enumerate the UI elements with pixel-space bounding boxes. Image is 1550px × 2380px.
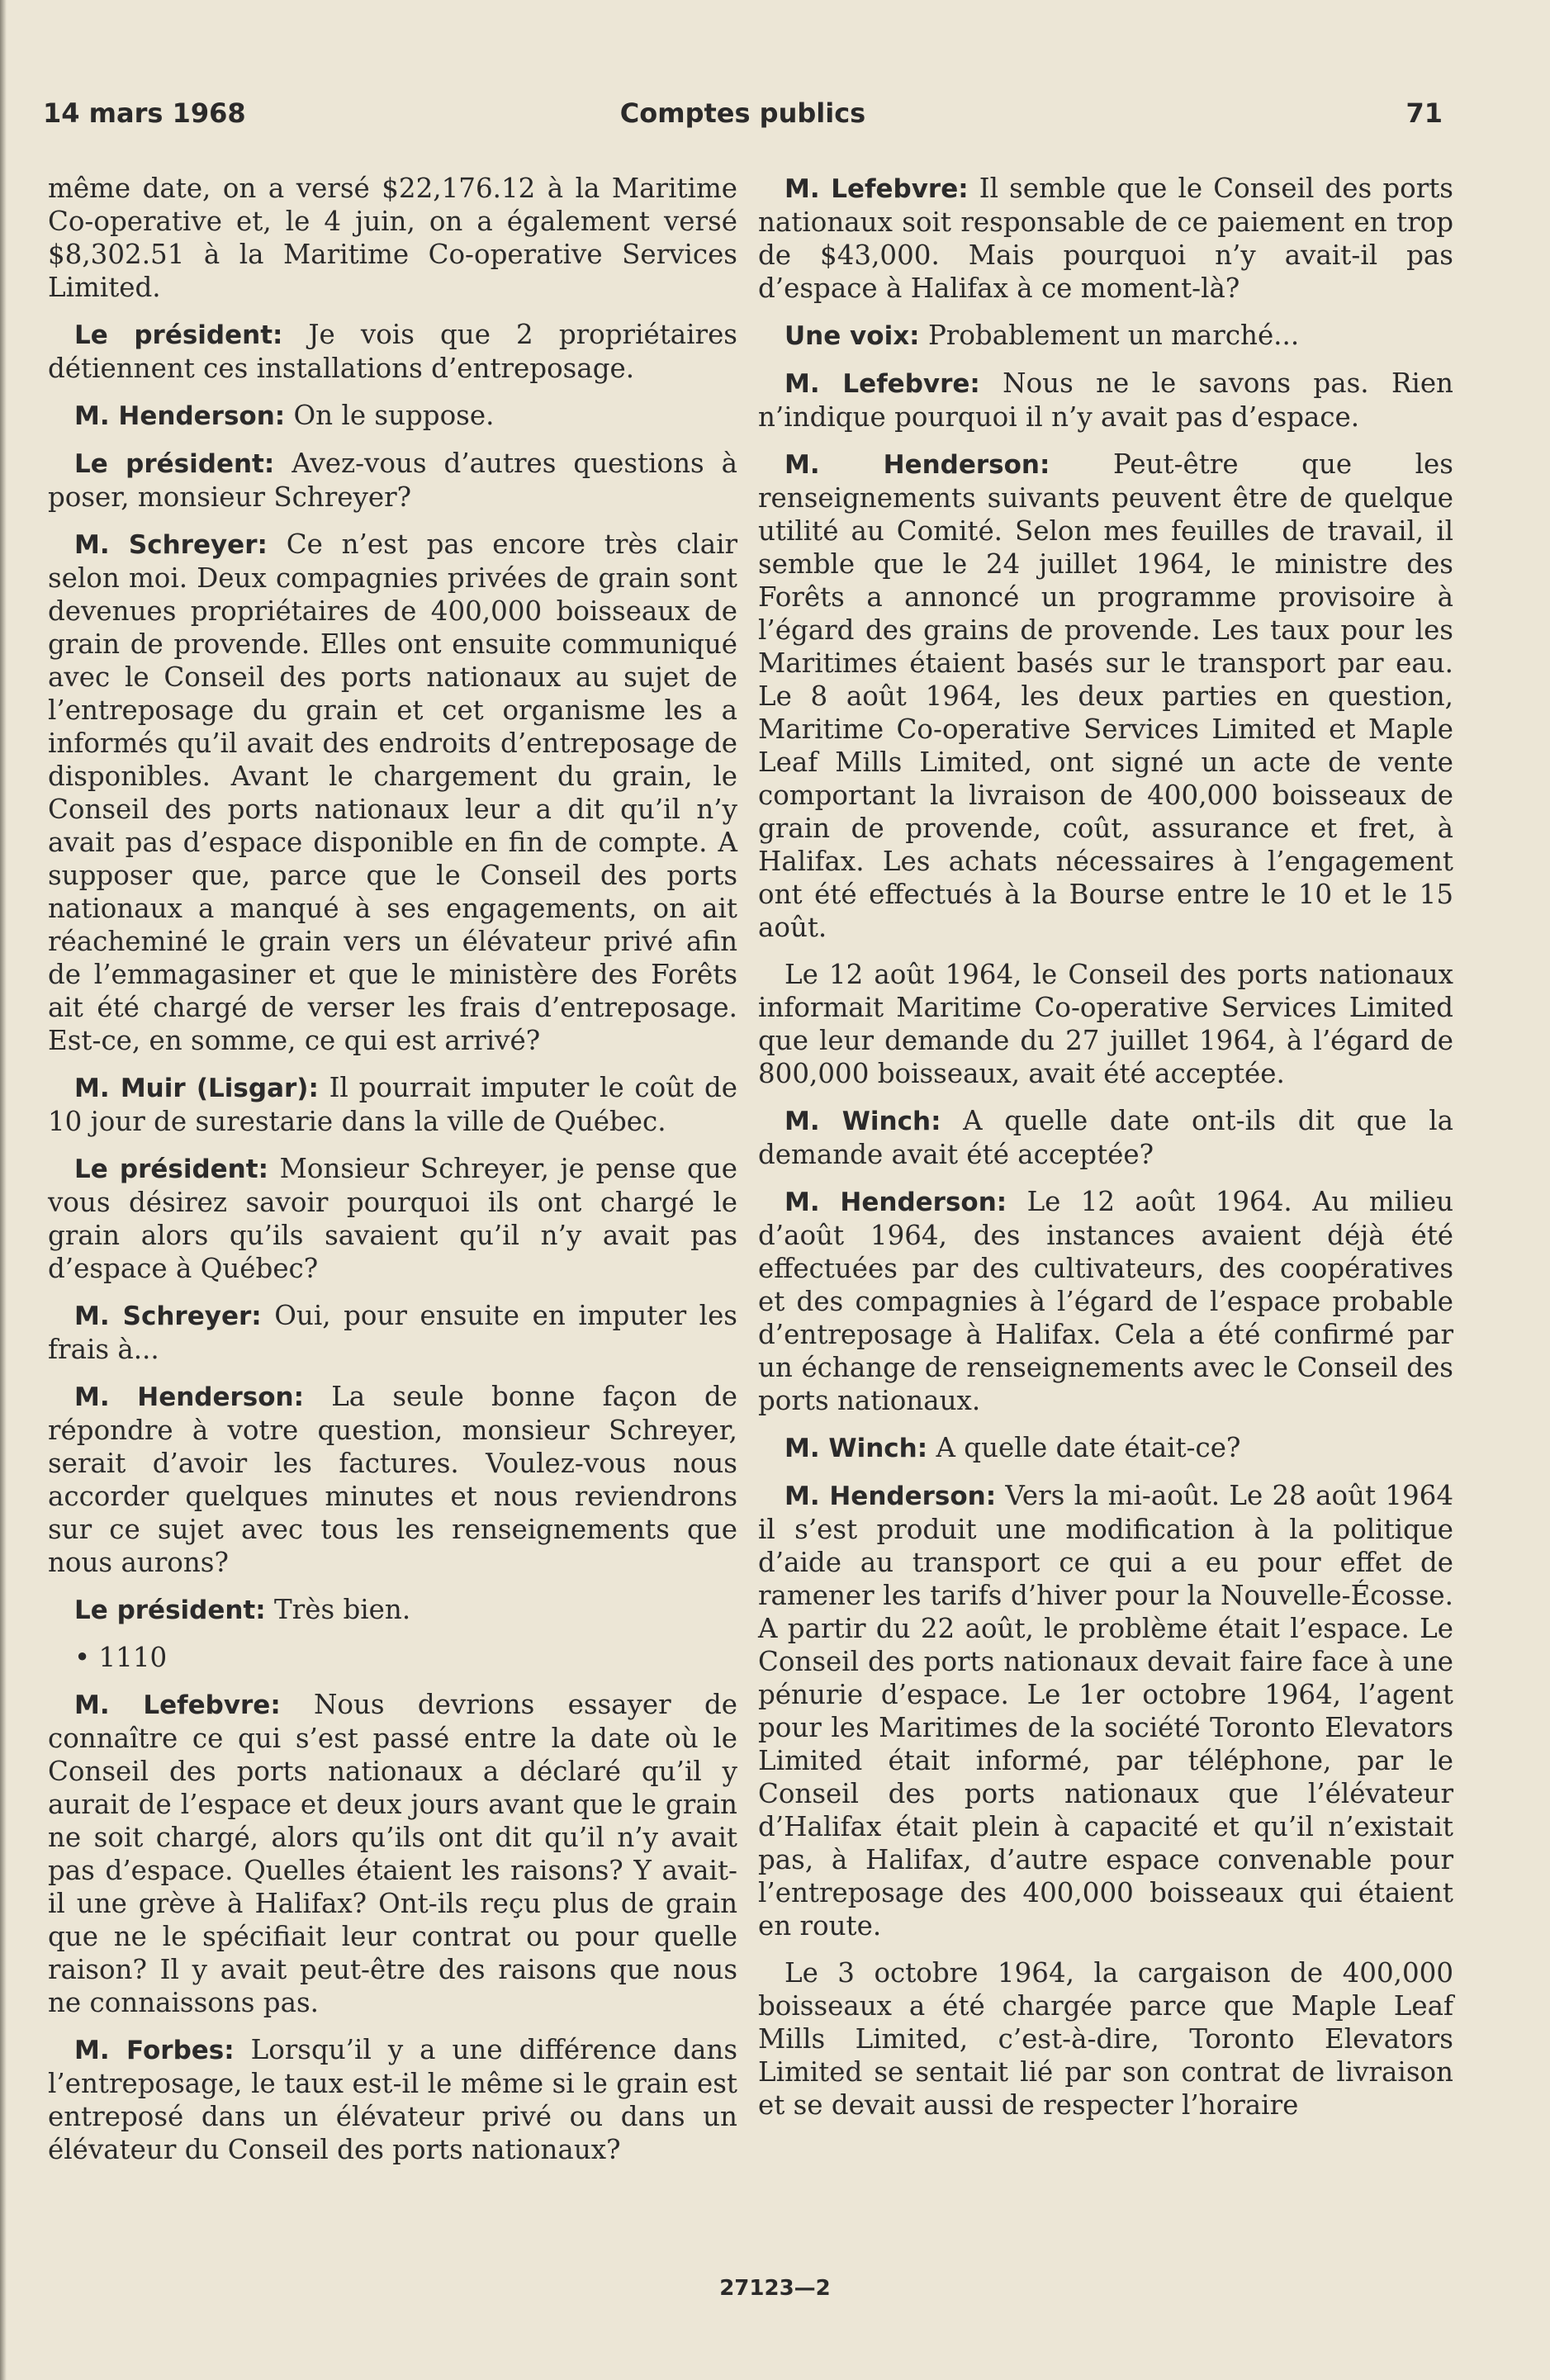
paragraph-text: Lorsqu’il y a une différence dans l’entreposage, le taux est-il le même si le grain est entreposé dans un élévateur privé ou dans un élévateur du Conseil des ports nationaux? <box>48 2034 737 2165</box>
speaker-name: M. Muir (Lisgar): <box>74 1074 319 1103</box>
speaker-name: M. Lefebvre: <box>74 1690 281 1720</box>
paragraph-text: Nous ne le savons pas. Rien n’indique pourquoi il n’y avait pas d’espace. <box>758 367 1453 433</box>
speaker-name: M. Henderson: <box>784 1482 997 1511</box>
header-date: 14 mars 1968 <box>43 97 246 129</box>
paragraph-text: Le 3 octobre 1964, la cargaison de 400,000 boisseaux a été chargée parce que Maple Leaf Mills Limited, c’est-à-dire, Toronto Elevators Limited se sentait lié par son contrat de livraison et se devait aussi de respecter l’horaire <box>758 1957 1453 2121</box>
paragraph-text: même date, on a versé $22,176.12 à la Maritime Co-operative et, le 4 juin, on a également versé $8,302.51 à la Maritime Co-operative Services Limited. <box>48 173 737 303</box>
speaker-name: M. Winch: <box>784 1434 928 1463</box>
speaker-name: M. Winch: <box>784 1107 941 1136</box>
paragraph-text: Peut-être que les renseignements suivants peuvent être de quelque utilité au Comité. Selon mes feuilles de travail, il semble que le 24 juillet 1964, le ministre des Forêts a annoncé un programme provisoire à l’égard des grains de provende. Les taux pour les Maritimes étaient basés sur le transport par eau. Le 8 août 1964, les deux parties en question, Maritime Co-operative Services Limited et Maple Leaf Mills Limited, ont signé un acte de vente comportant la livraison de 400,000 boisseaux de grain de provende, coût, assurance et fret, à Halifax. Les achats nécessaires à l’engagement ont été effectués à la Bourse entre le 10 et le 15 août. <box>758 448 1453 943</box>
paragraph-text: La seule bonne façon de répondre à votre question, monsieur Schreyer, serait d’avoir les factures. Voulez-vous nous accorder quelques minutes et nous reviendrons sur ce sujet avec tous les renseignements que nous aurons? <box>48 1381 737 1578</box>
transcript-paragraph <box>758 172 1453 305</box>
transcript-paragraph <box>758 1479 1453 1942</box>
transcript-paragraph <box>48 1152 737 1285</box>
paragraph-text: Monsieur Schreyer, je pense que vous désirez savoir pourquoi ils ont chargé le grain alors qu’ils savaient qu’il n’y avait pas d’espace à Québec? <box>48 1153 738 1284</box>
header-title: Comptes publics <box>619 97 866 129</box>
speaker-name: M. Lefebvre: <box>784 369 980 399</box>
speaker-name: Le président: <box>74 1595 266 1625</box>
transcript-paragraph <box>758 367 1453 434</box>
transcript-paragraph <box>758 1104 1453 1171</box>
speaker-name: Le président: <box>74 449 275 479</box>
page-footer-code: 27123—2 <box>719 2276 831 2301</box>
transcript-paragraph <box>48 528 737 1057</box>
speaker-name: M. Schreyer: <box>74 1301 262 1331</box>
transcript-paragraph <box>758 448 1453 944</box>
paragraph-text: A quelle date était-ce? <box>936 1432 1241 1463</box>
transcript-paragraph <box>48 1380 737 1579</box>
transcript-paragraph <box>48 447 737 514</box>
paragraph-text: Très bien. <box>274 1594 411 1625</box>
speaker-name: M. Henderson: <box>784 1188 1007 1217</box>
paragraph-text: Il pourrait imputer le coût de 10 jour de surestarie dans la ville de Québec. <box>48 1072 737 1137</box>
left-column <box>48 172 737 2180</box>
speaker-name: M. Henderson: <box>74 401 286 431</box>
paragraph-text: Nous devrions essayer de connaître ce qui s’est passé entre la date où le Conseil des ports nationaux a déclaré qu’il y aurait de l’espace et deux jours avant que le grain ne soit chargé, alors qu’ils ont dit qu’il n’y avait pas d’espace. Quelles étaient les raisons? Y avait-il une grève à Halifax? Ont-ils reçu plus de grain que ne le spécifiait leur contrat ou pour quelle raison? Il y avait peut-être des raisons que nous ne connaissons pas. <box>48 1689 737 2018</box>
transcript-paragraph <box>758 1431 1453 1465</box>
time-marker: • 1110 <box>74 1642 168 1673</box>
speaker-name: Une voix: <box>784 321 920 351</box>
speaker-name: Le président: <box>74 1154 268 1184</box>
transcript-paragraph <box>48 1071 737 1138</box>
paragraph-text: Il semble que le Conseil des ports nationaux soit responsable de ce paiement en trop de $43,000. Mais pourquoi n’y avait-il pas d’espace à Halifax à ce moment-là? <box>758 173 1453 304</box>
paragraph-text: Oui, pour ensuite en imputer les frais à... <box>48 1300 737 1365</box>
paragraph-text: Probablement un marché... <box>927 320 1300 351</box>
right-column <box>758 172 1453 2136</box>
transcript-paragraph <box>48 2033 737 2166</box>
transcript-paragraph <box>48 1688 737 2019</box>
speaker-name: M. Schreyer: <box>74 530 268 560</box>
paragraph-text: Le 12 août 1964. Au milieu d’août 1964, des instances avaient déjà été effectuées par des cultivateurs, des coopératives et des compagnies à l’égard de l’espace probable d’entreposage à Halifax. Cela a été confirmé par un échange de renseignements avec le Conseil des ports nationaux. <box>758 1186 1453 1416</box>
paragraph-text: A quelle date ont-ils dit que la demande avait été acceptée? <box>758 1105 1453 1170</box>
transcript-paragraph <box>48 172 737 304</box>
speaker-name: M. Henderson: <box>784 450 1050 480</box>
transcript-paragraph <box>758 958 1453 1090</box>
speaker-name: M. Henderson: <box>74 1382 305 1412</box>
transcript-paragraph <box>758 319 1453 353</box>
transcript-paragraph <box>48 1593 737 1627</box>
transcript-paragraph <box>758 1185 1453 1417</box>
page-number: 71 <box>1405 97 1443 129</box>
page-edge-shadow <box>0 0 7 2380</box>
transcript-paragraph <box>48 1299 737 1366</box>
paragraph-text: Ce n’est pas encore très clair selon moi. Deux compagnies privées de grain sont devenues propriétaires de 400,000 boisseaux de grain de provende. Elles ont ensuite communiqué avec le Conseil des ports nationaux au sujet de l’entreposage du grain et cet organisme les a informés qu’il avait des endroits d’entreposage de disponibles. Avant le chargement du grain, le Conseil des ports nationaux leur a dit qu’il n’y avait pas d’espace disponible en fin de compte. A supposer que, parce que le Conseil des ports nationaux a manqué à ses engagements, on ait réacheminé le grain vers un élévateur privé afin de l’emmagasiner et que le ministère des Forêts ait été chargé de verser les frais d’entreposage. Est-ce, en somme, ce qui est arrivé? <box>48 529 737 1056</box>
paragraph-text: Le 12 août 1964, le Conseil des ports nationaux informait Maritime Co-operative Services Limited que leur demande du 27 juillet 1964, à l’égard de 800,000 boisseaux, avait été acceptée. <box>758 959 1453 1089</box>
transcript-paragraph <box>758 1956 1453 2122</box>
speaker-name: Le président: <box>74 320 283 350</box>
paragraph-text: Vers la mi-août. Le 28 août 1964 il s’est produit une modification à la politique d’aide au transport ce qui a eu pour effet de ramener les tarifs d’hiver pour la Nouvelle-Écosse. A partir du 22 août, le problème était l’espace. Le Conseil des ports nationaux devait faire face à une pénurie d’espace. Le 1er octobre 1964, l’agent pour les Maritimes de la société Toronto Elevators Limited était informé, par téléphone, par le Conseil des ports nationaux que l’élévateur d’Halifax était plein à capacité et qu’il n’existait pas, à Halifax, d’autre espace convenable pour l’entreposage des 400,000 boisseaux qui étaient en route. <box>758 1480 1453 1941</box>
speaker-name: M. Forbes: <box>74 2036 235 2065</box>
transcript-paragraph <box>48 318 737 385</box>
paragraph-text: Avez-vous d’autres questions à poser, monsieur Schreyer? <box>48 448 737 513</box>
speaker-name: M. Lefebvre: <box>784 174 969 204</box>
paragraph-text: On le suppose. <box>293 400 495 431</box>
page-header <box>43 97 1443 139</box>
paragraph-text: Je vois que 2 propriétaires détiennent ces installations d’entreposage. <box>48 319 737 384</box>
transcript-paragraph <box>48 399 737 433</box>
